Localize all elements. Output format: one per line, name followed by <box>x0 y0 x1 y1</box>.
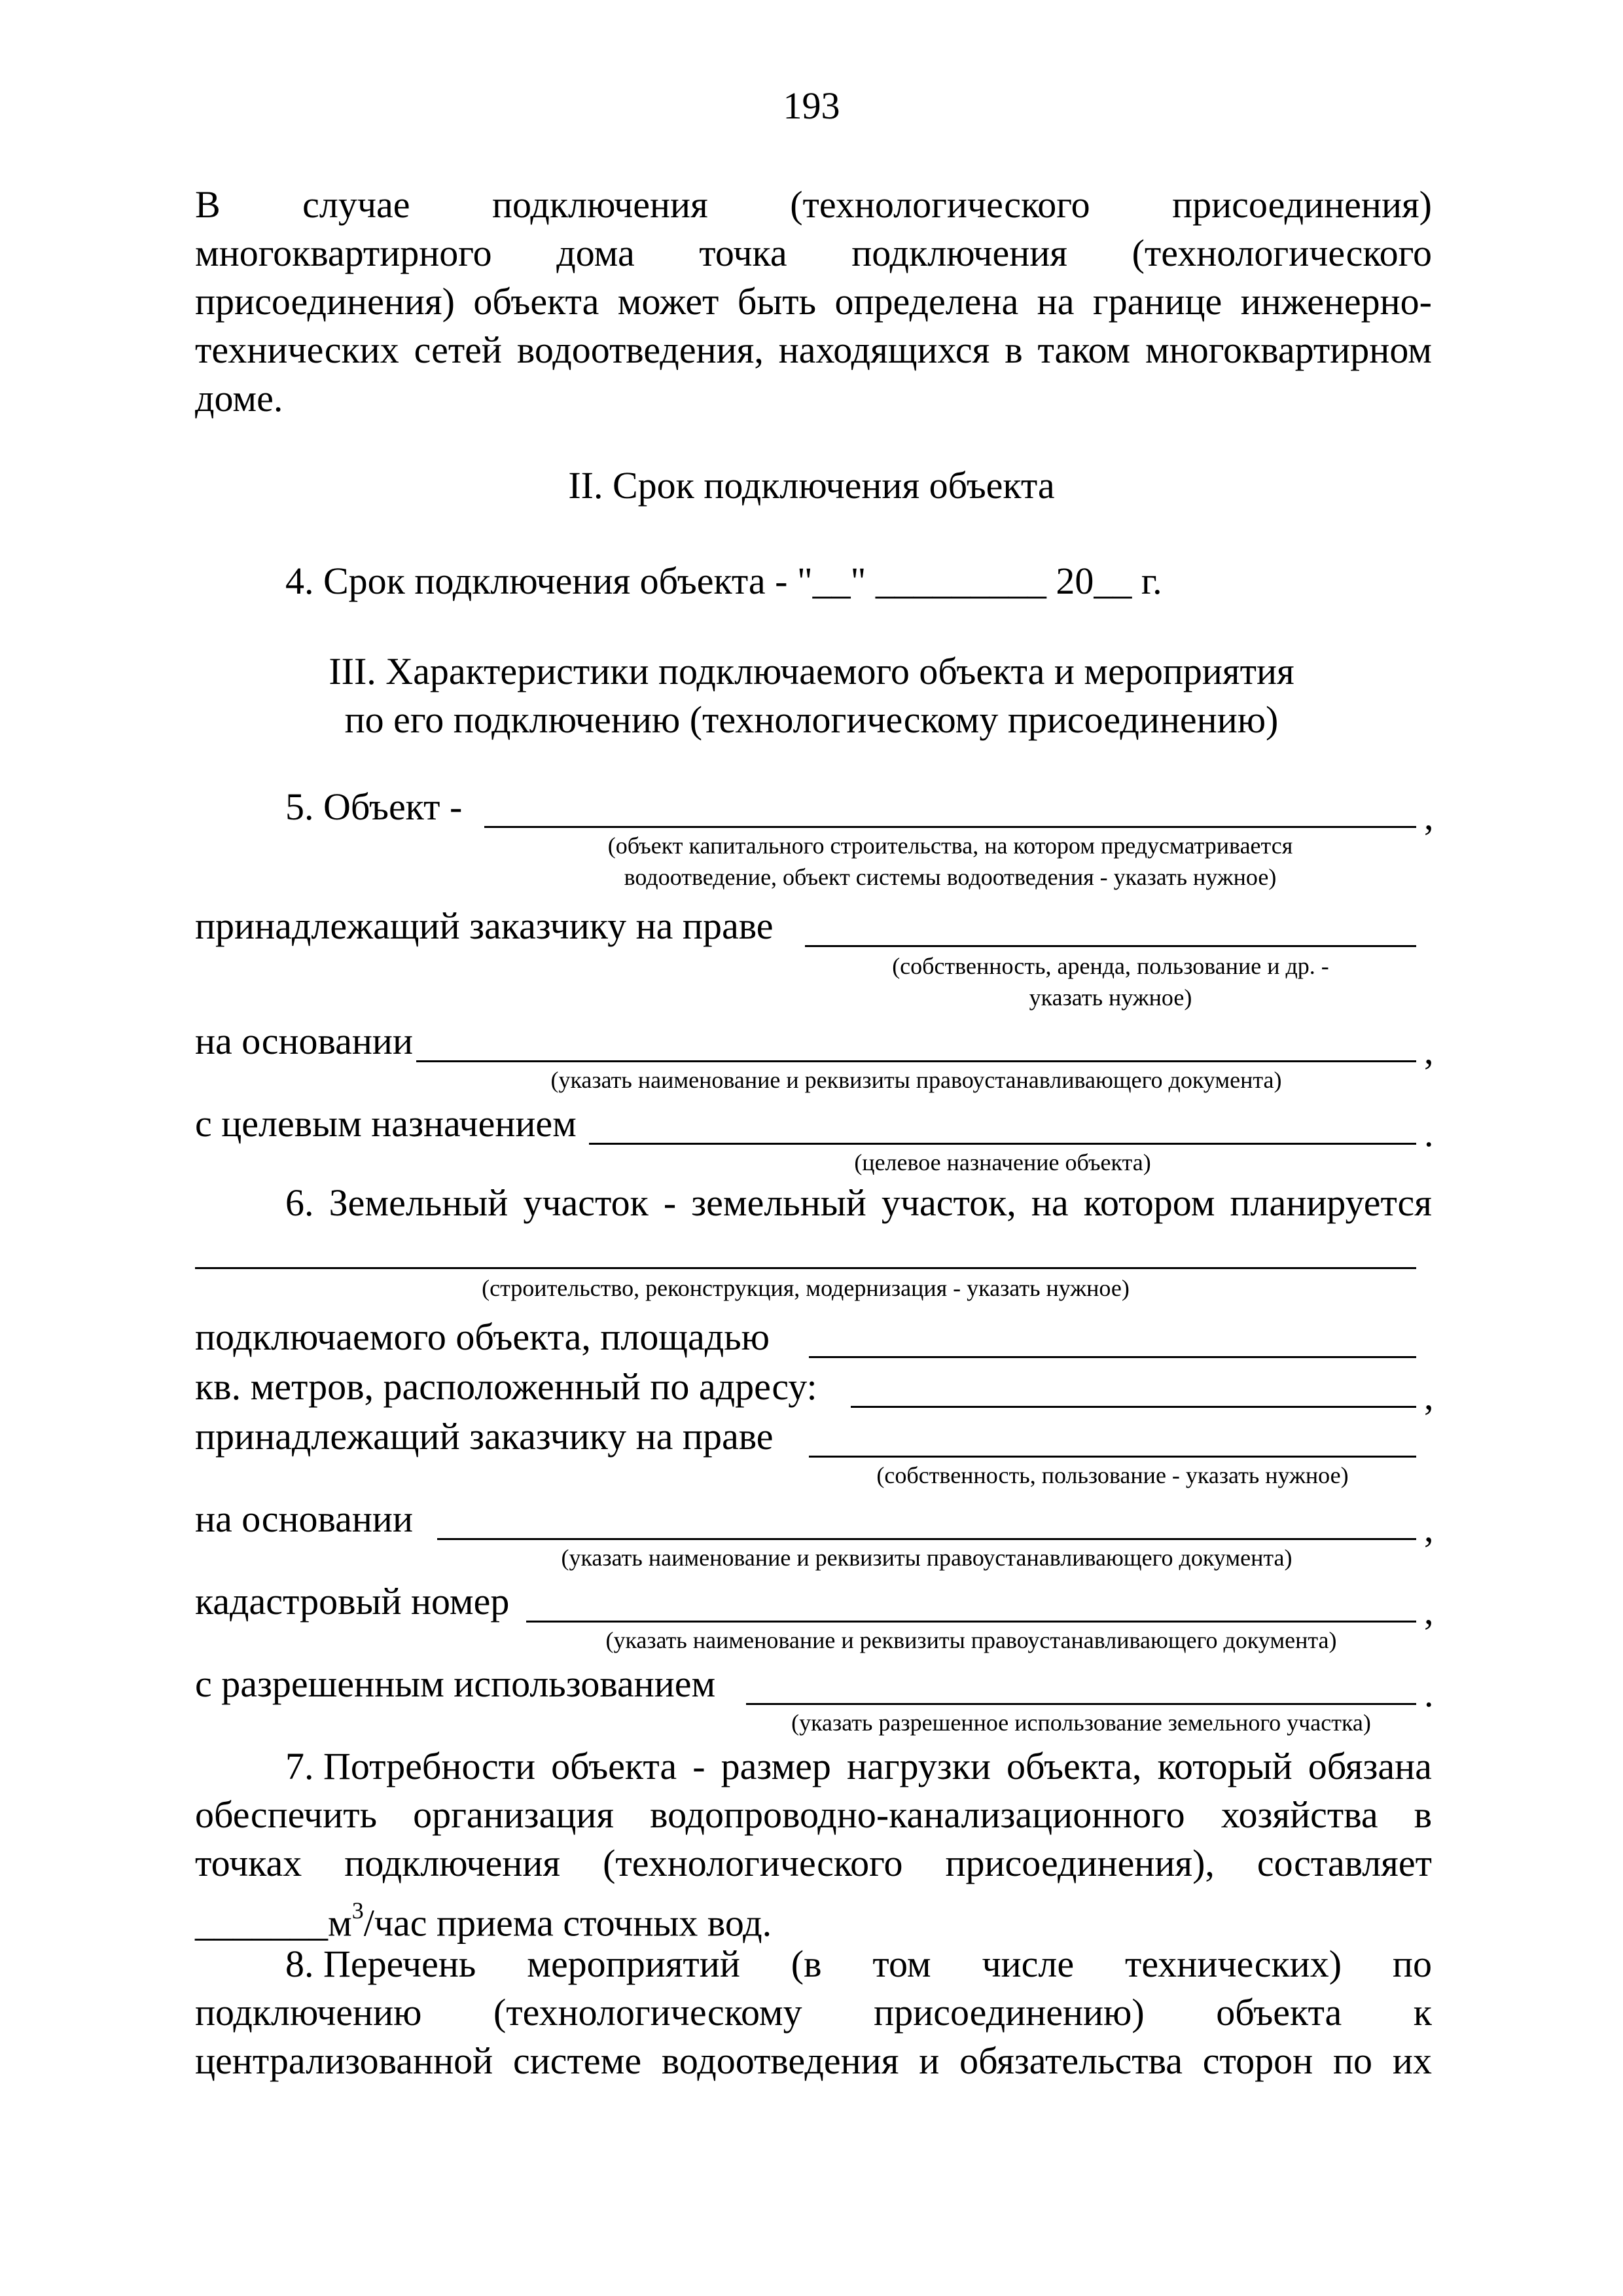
word: сторон <box>1202 2039 1313 2082</box>
word: технических) <box>1124 1943 1342 1985</box>
word: подключению <box>195 1991 422 2034</box>
load-field[interactable]: _______ <box>195 1901 328 1945</box>
word: инженерно- <box>1240 280 1432 323</box>
word: 8. Перечень <box>285 1943 476 1985</box>
word: таком <box>1037 329 1131 371</box>
word: случае <box>302 183 410 226</box>
page-number: 193 <box>783 84 840 127</box>
works-caption: (строительство, реконструкция, модернизация - указать нужное) <box>482 1275 1130 1301</box>
word: водоотведения, <box>516 329 764 371</box>
word: подключения <box>851 232 1067 274</box>
word: размер <box>721 1745 831 1787</box>
word: может <box>617 280 719 323</box>
word: по <box>1333 2039 1373 2082</box>
land-right-field[interactable] <box>809 1456 1416 1458</box>
section-3-heading-line2: по его подключению (технологическому присоединению) <box>344 698 1279 741</box>
word: 6. <box>285 1181 314 1224</box>
word: в <box>1414 1793 1432 1836</box>
item-7-last-line <box>195 1890 772 1947</box>
land-basis-label: на основании <box>195 1498 413 1540</box>
text-line <box>285 1940 1432 1988</box>
word: - <box>692 1745 705 1787</box>
intro-paragraph <box>195 181 1432 423</box>
word: присоединению) <box>874 1991 1145 2034</box>
item-6-line1 <box>285 1181 1432 1225</box>
word: объекта, <box>1007 1745 1142 1787</box>
comma: , <box>1424 1375 1434 1418</box>
item-5-label: 5. Объект - <box>285 785 463 828</box>
word: организация <box>413 1793 615 1836</box>
word: системе <box>513 2039 642 2082</box>
land-right-label: принадлежащий заказчику на праве <box>195 1415 774 1458</box>
word: хозяйства <box>1221 1793 1378 1836</box>
word: участок, <box>881 1181 1016 1224</box>
word: В <box>195 183 221 226</box>
text-line <box>195 326 1432 374</box>
word: многоквартирного <box>195 232 492 274</box>
word: находящихся <box>778 329 990 371</box>
purpose-field[interactable] <box>589 1143 1416 1145</box>
word: нагрузки <box>846 1745 991 1787</box>
word: в <box>1005 329 1023 371</box>
cadastral-field[interactable] <box>526 1621 1416 1623</box>
word: доме. <box>195 377 283 420</box>
word: их <box>1392 2039 1432 2082</box>
item-4-term: 4. Срок подключения объекта - "__" _________ 20__ г. <box>285 560 1162 602</box>
text-line <box>195 1988 1432 2037</box>
object-field[interactable] <box>484 826 1416 828</box>
text-line <box>195 2037 1432 2085</box>
unit-m: м <box>328 1901 352 1945</box>
word: на <box>1031 1181 1069 1224</box>
word: земельный <box>691 1181 866 1224</box>
right-caption-2: указать нужное) <box>1029 984 1192 1011</box>
use-field[interactable] <box>746 1703 1416 1705</box>
word: водоотведения <box>661 2039 899 2082</box>
comma: , <box>1424 795 1434 838</box>
text-line <box>195 229 1432 278</box>
comma: , <box>1424 1590 1434 1632</box>
word: сетей <box>414 329 502 371</box>
word: мероприятий <box>527 1943 740 1985</box>
unit-sup: 3 <box>351 1897 364 1924</box>
right-field[interactable] <box>805 945 1416 947</box>
word: границе <box>1092 280 1222 323</box>
word: присоединения) <box>1172 183 1432 226</box>
unit-rest: /час приема сточных вод. <box>363 1901 772 1945</box>
word: присоединения), <box>945 1842 1215 1884</box>
word: 7. Потребности <box>285 1745 536 1787</box>
land-basis-field[interactable] <box>437 1538 1416 1540</box>
word: том <box>872 1943 931 1985</box>
word: точках <box>195 1842 302 1884</box>
word: быть <box>737 280 817 323</box>
text-line <box>195 278 1432 326</box>
word: к <box>1413 1991 1432 2034</box>
word: который <box>1157 1745 1293 1787</box>
word: подключения <box>491 183 708 226</box>
word: водопроводно-канализационного <box>650 1793 1185 1836</box>
word: подключения <box>344 1842 561 1884</box>
word: объекта <box>473 280 599 323</box>
word: (технологического <box>1132 232 1432 274</box>
word: дома <box>556 232 635 274</box>
text-line <box>195 181 1432 229</box>
purpose-label: с целевым назначением <box>195 1102 577 1145</box>
word: определена <box>834 280 1019 323</box>
word: (технологического <box>790 183 1090 226</box>
purpose-caption: (целевое назначение объекта) <box>854 1149 1151 1175</box>
word: обеспечить <box>195 1793 378 1836</box>
word: обязана <box>1308 1745 1432 1787</box>
word: обязательства <box>959 2039 1183 2082</box>
word: технических <box>195 329 399 371</box>
word: составляет <box>1257 1842 1432 1884</box>
right-caption-1: (собственность, аренда, пользование и др. - <box>892 953 1329 979</box>
word: точка <box>699 232 787 274</box>
cadastral-caption: (указать наименование и реквизиты правоустанавливающего документа) <box>605 1627 1337 1653</box>
object-caption-2: водоотведение, объект системы водоотведения - указать нужное) <box>624 864 1277 890</box>
word: присоединения) <box>195 280 455 323</box>
text-line <box>195 374 1432 423</box>
period: . <box>1424 1112 1434 1155</box>
land-basis-caption: (указать наименование и реквизиты правоустанавливающего документа) <box>561 1545 1293 1571</box>
word: на <box>1037 280 1075 323</box>
basis-label: на основании <box>195 1020 413 1062</box>
word: объекта <box>551 1745 677 1787</box>
address-label: кв. метров, расположенный по адресу: <box>195 1365 817 1408</box>
word: по <box>1392 1943 1432 1985</box>
works-field[interactable] <box>195 1267 1416 1269</box>
word: (технологического <box>603 1842 903 1884</box>
area-label: подключаемого объекта, площадью <box>195 1316 770 1358</box>
word: многоквартирном <box>1145 329 1432 371</box>
word: числе <box>982 1943 1075 1985</box>
comma: , <box>1424 1030 1434 1072</box>
use-caption: (указать разрешенное использование земельного участка) <box>791 1710 1371 1736</box>
word: котором <box>1083 1181 1215 1224</box>
address-field[interactable] <box>851 1406 1416 1408</box>
section-3-heading-line1: III. Характеристики подключаемого объекта и мероприятия <box>329 650 1294 692</box>
item-7-paragraph <box>195 1742 1432 1888</box>
land-right-caption: (собственность, пользование - указать нужное) <box>876 1462 1349 1488</box>
word: - <box>663 1181 677 1224</box>
cadastral-label: кадастровый номер <box>195 1580 510 1623</box>
word: участок <box>523 1181 649 1224</box>
text-line <box>285 1742 1432 1791</box>
basis-caption: (указать наименование и реквизиты правоустанавливающего документа) <box>550 1067 1282 1093</box>
word: централизованной <box>195 2039 493 2082</box>
item-8-paragraph <box>195 1940 1432 2085</box>
word: планируется <box>1230 1181 1432 1224</box>
word: (технологическому <box>493 1991 802 2034</box>
word: объекта <box>1216 1991 1342 2034</box>
word: (в <box>791 1943 822 1985</box>
basis-field[interactable] <box>416 1060 1416 1062</box>
use-label: с разрешенным использованием <box>195 1662 716 1705</box>
right-label: принадлежащий заказчику на праве <box>195 905 774 947</box>
comma: , <box>1424 1507 1434 1550</box>
object-caption-1: (объект капитального строительства, на котором предусматривается <box>607 833 1293 859</box>
text-line <box>195 1839 1432 1888</box>
period: . <box>1424 1672 1434 1715</box>
area-field[interactable] <box>809 1356 1416 1358</box>
text-line <box>195 1791 1432 1839</box>
word: Земельный <box>329 1181 508 1224</box>
section-2-heading: II. Срок подключения объекта <box>568 464 1055 507</box>
word: и <box>919 2039 940 2082</box>
